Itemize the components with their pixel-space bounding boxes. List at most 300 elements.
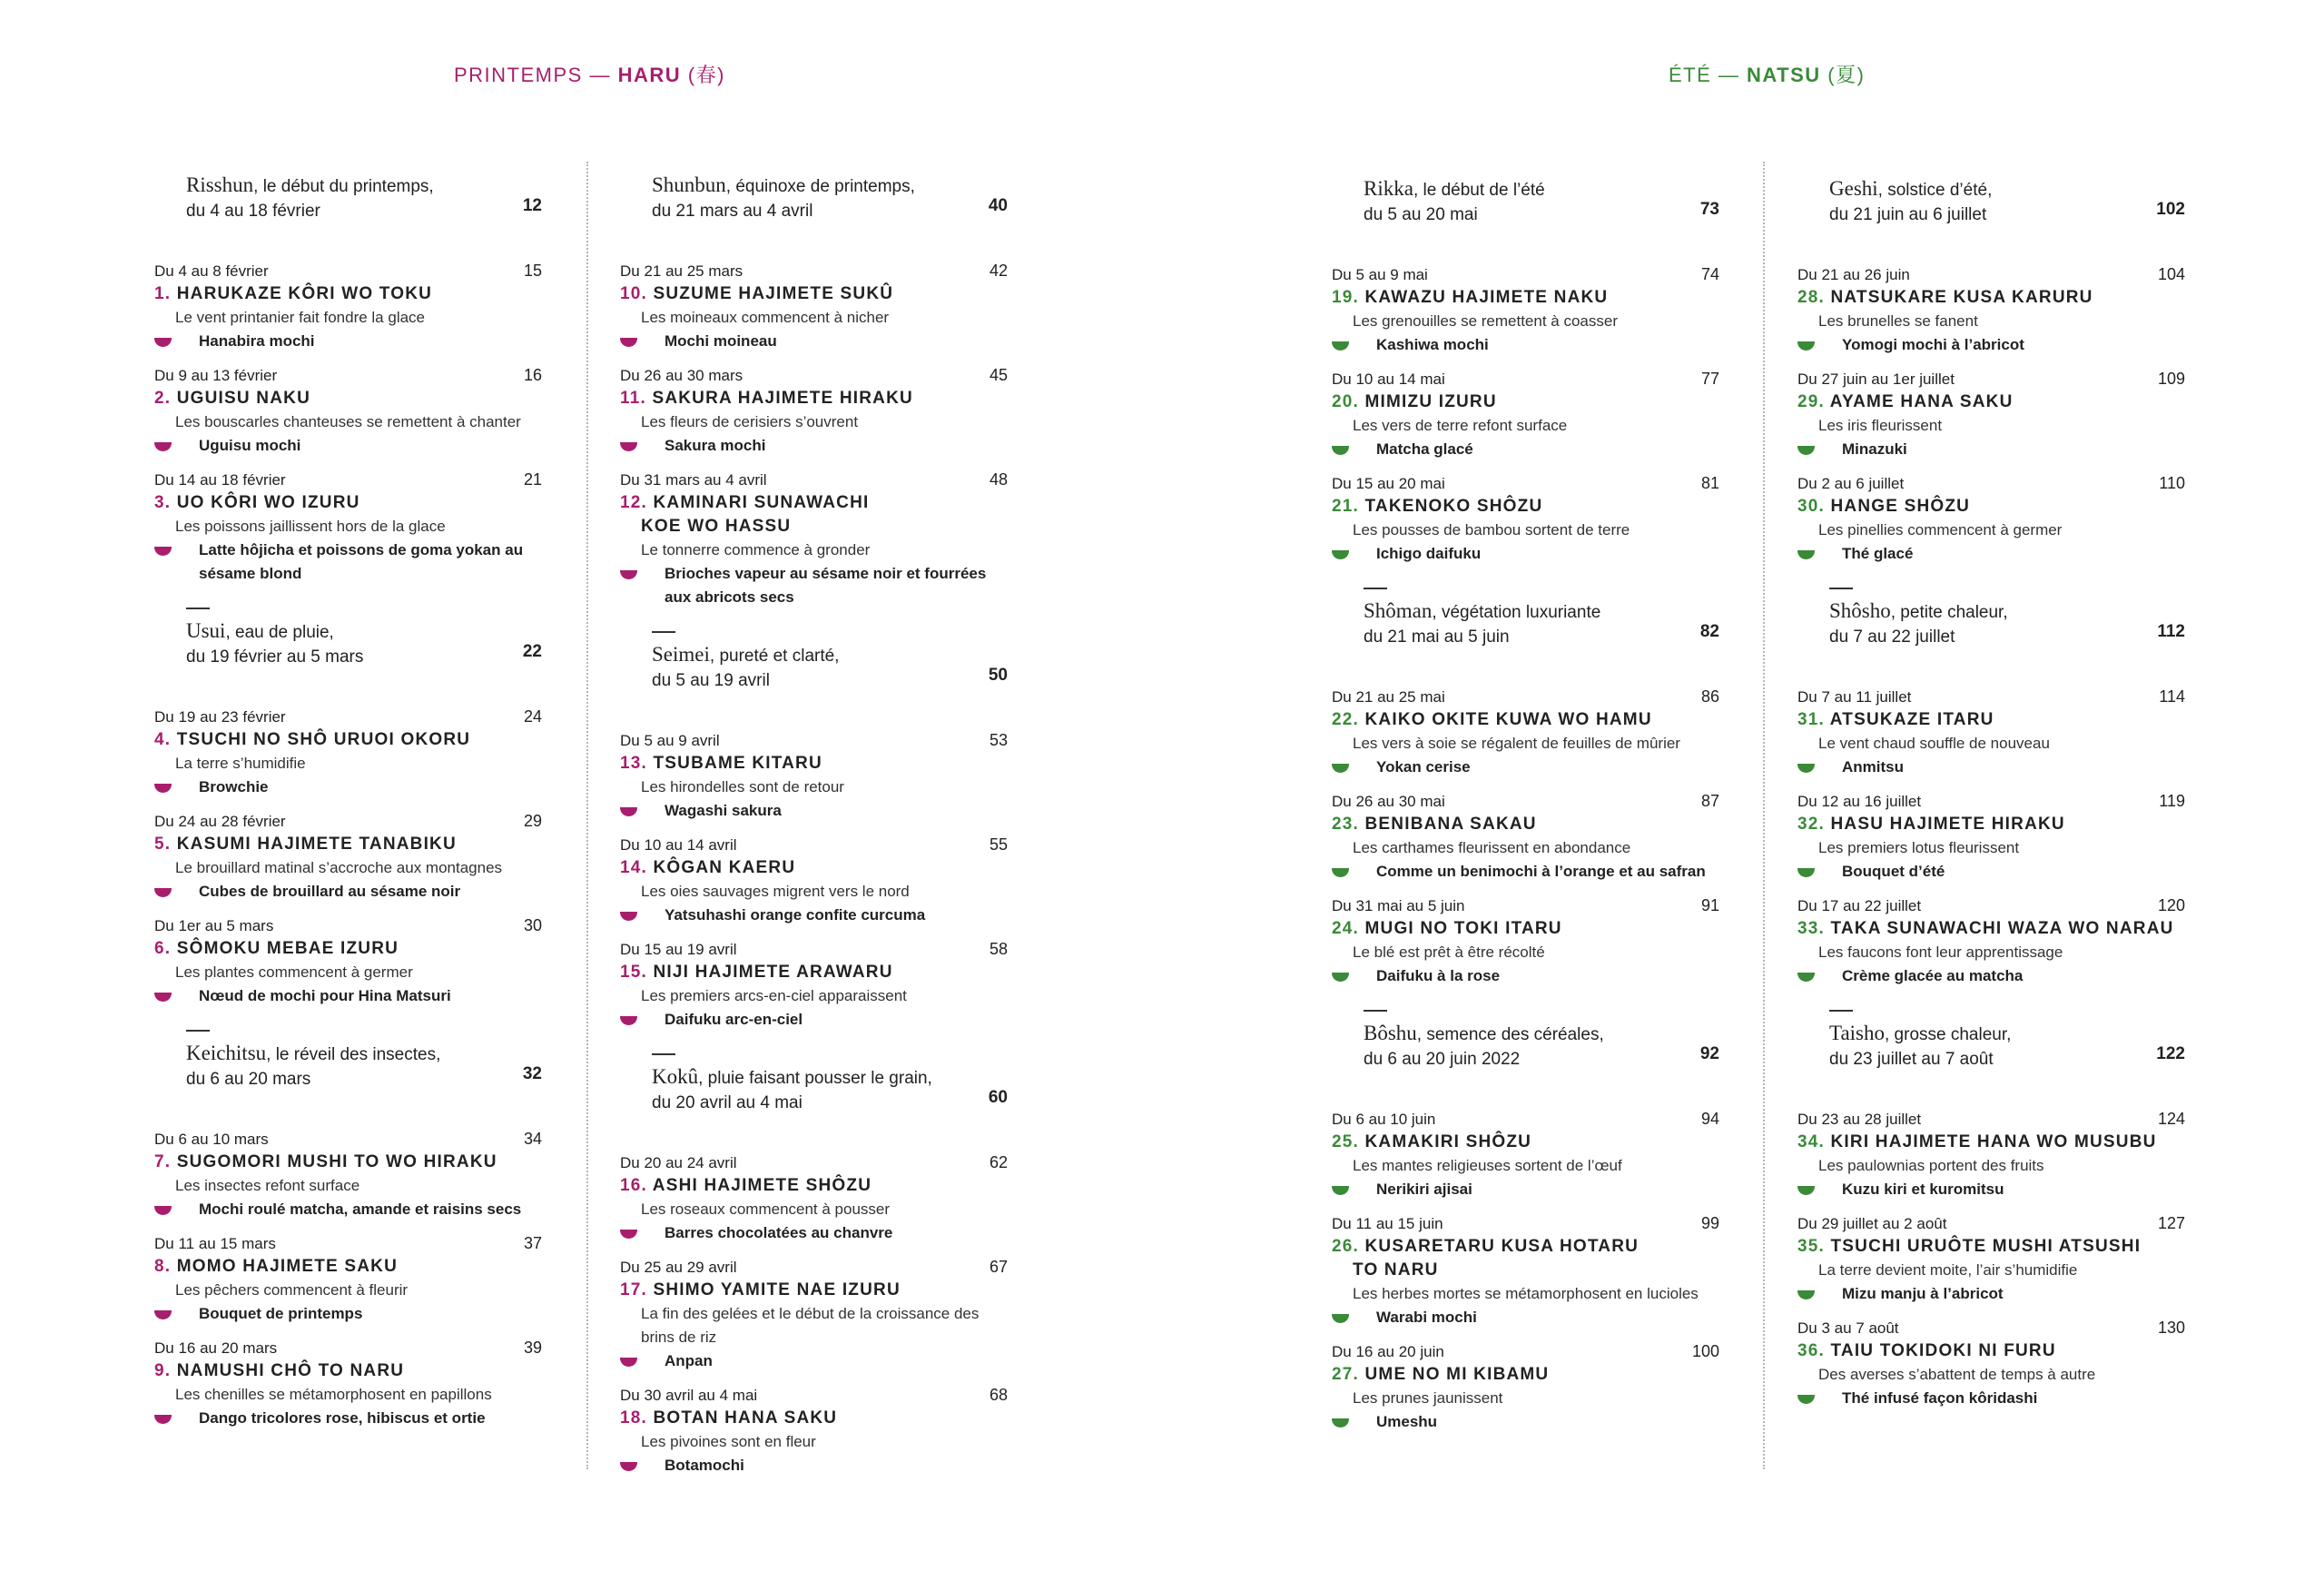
- bowl-icon: [620, 807, 637, 816]
- season-section: [620, 162, 1015, 223]
- bowl-icon: [620, 442, 637, 451]
- bowl-icon: [1332, 764, 1349, 773]
- left-header-prefix: PRINTEMPS —: [454, 64, 618, 86]
- entry-page-number: 99: [1700, 1214, 1719, 1232]
- toc-entry: [1332, 1212, 1727, 1329]
- entry-dates: Du 27 juin au 1er juillet: [1797, 371, 1955, 388]
- entry-translation: Le vent chaud souffle de nouveau: [1818, 735, 2050, 752]
- section-name: Geshi: [1829, 177, 1878, 200]
- entry-number: 20.: [1332, 392, 1360, 411]
- entry-title: [1332, 1235, 1727, 1282]
- entry-translation: Les herbes mortes se métamorphosent en lucioles: [1353, 1285, 1699, 1302]
- entry-title-text: BENIBANA SAKAU: [1364, 815, 1537, 834]
- entry-page-number: 87: [1700, 792, 1719, 810]
- entry-recipe: [1332, 1410, 1727, 1434]
- season-section: [1797, 165, 2192, 227]
- entry-title: [1332, 495, 1727, 519]
- section-page-number: 102: [2156, 200, 2185, 219]
- entry-page-number: 62: [989, 1153, 1008, 1171]
- entry-number: 35.: [1797, 1237, 1826, 1256]
- entry-translation: Les poissons jaillissent hors de la glace: [175, 518, 446, 535]
- section-name: Keichitsu: [186, 1042, 267, 1064]
- bowl-icon: [1797, 764, 1815, 773]
- entry-title: [154, 1151, 549, 1174]
- entry-dates: Du 5 au 9 mai: [1332, 266, 1428, 283]
- entry-dates: Du 26 au 30 mars: [620, 367, 743, 384]
- toc-entry: [1332, 472, 1727, 566]
- entry-translation: Les oies sauvages migrent vers le nord: [641, 883, 910, 900]
- toc-entry: [154, 810, 549, 904]
- entry-number: 4.: [154, 730, 172, 749]
- bowl-icon: [1797, 1395, 1815, 1404]
- section-heading: [1829, 1021, 2192, 1048]
- entry-number: 18.: [620, 1408, 648, 1428]
- entry-translation: Les insectes refont surface: [175, 1177, 360, 1194]
- right-season-header: [1669, 60, 1865, 88]
- entry-title: [1332, 708, 1727, 732]
- right-header-prefix: ÉTÉ —: [1669, 64, 1748, 86]
- entry-title: [620, 282, 1015, 306]
- recipe-name: Latte hôjicha et poissons de goma yokan au sésame blond: [199, 541, 524, 582]
- entry-title-text: ASHI HAJIMETE SHÔZU: [652, 1176, 872, 1195]
- section-name: Shunbun: [652, 173, 726, 196]
- section-dash: [186, 1030, 210, 1032]
- entry-dates: Du 31 mars au 4 avril: [620, 471, 767, 489]
- entry-page-number: 119: [2159, 792, 2185, 810]
- entry-title: [1332, 286, 1727, 310]
- bowl-icon: [620, 1016, 637, 1025]
- section-dates: du 21 mai au 5 juin: [1364, 627, 1510, 647]
- entry-recipe: [1332, 542, 1727, 566]
- bowl-icon: [620, 912, 637, 921]
- entry-number: 17.: [620, 1280, 648, 1299]
- entry-title-text: MOMO HAJIMETE SAKU: [176, 1257, 399, 1276]
- entry-translation: Les fleurs de cerisiers s’ouvrent: [641, 413, 859, 430]
- toc-entry: [1332, 894, 1727, 988]
- section-description: , pureté et clarté,: [709, 647, 840, 666]
- entry-recipe: [620, 562, 1015, 609]
- recipe-name: Hanabira mochi: [199, 332, 315, 350]
- entry-dates: Du 3 au 7 août: [1797, 1319, 1899, 1337]
- entry-translation: Le vent printanier fait fondre la glace: [175, 309, 426, 326]
- entry-title-text: KAMAKIRI SHÔZU: [1364, 1132, 1532, 1151]
- toc-entry: [154, 260, 549, 353]
- entry-title-text: HASU HAJIMETE HIRAKU: [1830, 815, 2065, 834]
- toc-entry: [154, 1337, 549, 1430]
- entry-number: 28.: [1797, 288, 1826, 307]
- entry-dates: Du 11 au 15 juin: [1332, 1215, 1443, 1232]
- section-heading: [1364, 176, 1727, 203]
- entry-recipe: [1332, 860, 1727, 884]
- entry-translation: Les moineaux commencent à nicher: [641, 309, 890, 326]
- entry-number: 19.: [1332, 288, 1360, 307]
- entry-translation: Le blé est prêt à être récolté: [1353, 944, 1545, 961]
- entry-number: 8.: [154, 1257, 172, 1276]
- entry-recipe: [620, 904, 1015, 927]
- right-header-kanji: (夏): [1820, 64, 1866, 86]
- entry-translation: Les premiers lotus fleurissent: [1818, 839, 2020, 856]
- left-header-season: HARU: [617, 64, 682, 86]
- entry-dates: Du 31 mai au 5 juin: [1332, 897, 1465, 914]
- recipe-name: Ichigo daifuku: [1376, 545, 1482, 562]
- entry-title-text: KIRI HAJIMETE HANA WO MUSUBU: [1830, 1132, 2157, 1151]
- bowl-icon: [1797, 550, 1815, 559]
- section-dates: du 21 mars au 4 avril: [652, 202, 813, 221]
- entry-dates: Du 16 au 20 juin: [1332, 1343, 1444, 1360]
- recipe-name: Bouquet d’été: [1842, 863, 1945, 880]
- entry-title-text: KAWAZU HAJIMETE NAKU: [1364, 288, 1609, 307]
- toc-entry: [1797, 472, 2192, 566]
- entry-dates: Du 5 au 9 avril: [620, 732, 720, 749]
- section-dates: du 7 au 22 juillet: [1829, 627, 1955, 647]
- entry-page-number: 55: [989, 835, 1008, 854]
- entry-title: [1797, 495, 2192, 519]
- entry-title: [1797, 917, 2192, 941]
- toc-entry: [1797, 368, 2192, 461]
- bowl-icon: [1332, 973, 1349, 982]
- entry-number: 16.: [620, 1176, 648, 1195]
- section-dash: [186, 608, 210, 609]
- entry-translation: Les grenouilles se remettent à coasser: [1353, 312, 1618, 330]
- section-dates: du 19 février au 5 mars: [186, 647, 364, 667]
- toc-entry: [620, 1151, 1015, 1245]
- section-heading: [186, 173, 549, 200]
- entry-dates: Du 16 au 20 mars: [154, 1339, 278, 1357]
- section-heading: [1829, 176, 2192, 203]
- entry-title: [154, 1255, 549, 1279]
- toc-entry: [1797, 1317, 2192, 1410]
- section-name: Kokû: [652, 1065, 699, 1088]
- entry-translation: Les iris fleurissent: [1818, 417, 1943, 434]
- recipe-name: Bouquet de printemps: [199, 1305, 363, 1322]
- season-section: [1797, 999, 2192, 1072]
- entry-page-number: 114: [2159, 687, 2185, 706]
- entry-title-text: KÔGAN KAERU: [653, 858, 796, 877]
- entry-dates: Du 9 au 13 février: [154, 367, 278, 384]
- entry-title: [620, 961, 1015, 984]
- recipe-name: Dango tricolores rose, hibiscus et ortie: [199, 1409, 486, 1427]
- section-dates: du 23 juillet au 7 août: [1829, 1050, 1994, 1069]
- recipe-name: Thé infusé façon kôridashi: [1842, 1389, 2038, 1407]
- entry-translation: Les pousses de bambou sortent de terre: [1353, 521, 1630, 538]
- section-description: , équinoxe de printemps,: [725, 177, 915, 196]
- bowl-icon: [620, 1230, 637, 1239]
- entry-recipe: [1332, 1306, 1727, 1329]
- entry-translation: Les brunelles se fanent: [1818, 312, 1978, 330]
- toc-entry: [1332, 368, 1727, 461]
- recipe-name: Yomogi mochi à l’abricot: [1842, 336, 2024, 353]
- season-section: [154, 597, 549, 669]
- entry-recipe: [620, 1349, 1015, 1373]
- bowl-icon: [154, 784, 172, 793]
- entry-translation: Les plantes commencent à germer: [175, 963, 413, 981]
- bowl-icon: [154, 442, 172, 451]
- entry-title: [1332, 390, 1727, 414]
- entry-number: 27.: [1332, 1365, 1360, 1384]
- entry-number: 15.: [620, 963, 648, 982]
- entry-recipe: [154, 984, 549, 1008]
- entry-page-number: 45: [989, 366, 1008, 384]
- entry-recipe: [154, 434, 549, 458]
- bowl-icon: [154, 1206, 172, 1215]
- entry-recipe: [1797, 1387, 2192, 1410]
- toc-entry: [620, 469, 1015, 609]
- bowl-icon: [1797, 341, 1815, 351]
- entry-title-text: KASUMI HAJIMETE TANABIKU: [176, 835, 457, 854]
- entry-number: 7.: [154, 1152, 172, 1171]
- section-dates: du 20 avril au 4 mai: [652, 1093, 803, 1112]
- entry-page-number: 110: [2159, 474, 2185, 492]
- bowl-icon: [1797, 446, 1815, 455]
- entry-title-continued: KOE WO HASSU: [641, 517, 792, 536]
- entry-translation: Les pêchers commencent à fleurir: [175, 1281, 409, 1299]
- season-section: [154, 1019, 549, 1092]
- entry-recipe: [1797, 1282, 2192, 1306]
- toc-entry: [1332, 1108, 1727, 1201]
- entry-translation: Les chenilles se métamorphosent en papillons: [175, 1386, 492, 1403]
- left-season-header: [454, 60, 725, 88]
- entry-title-text: ATSUKAZE ITARU: [1829, 710, 1994, 729]
- entry-number: 9.: [154, 1361, 172, 1380]
- toc-entry: [1797, 790, 2192, 884]
- entry-number: 21.: [1332, 497, 1360, 516]
- toc-column-4: [1797, 165, 2192, 1421]
- entry-title: [620, 387, 1015, 410]
- section-description: , le début du printemps,: [253, 177, 434, 196]
- entry-title-text: TSUCHI URUÔTE MUSHI ATSUSHI: [1830, 1237, 2142, 1256]
- entry-dates: Du 29 juillet au 2 août: [1797, 1215, 1947, 1232]
- entry-dates: Du 15 au 19 avril: [620, 941, 737, 958]
- entry-number: 30.: [1797, 497, 1826, 516]
- section-description: , eau de pluie,: [225, 623, 334, 642]
- entry-dates: Du 21 au 26 juin: [1797, 266, 1910, 283]
- season-section: [620, 620, 1015, 693]
- entry-title-text: SUZUME HAJIMETE SUKÛ: [653, 284, 894, 303]
- entry-title: [620, 1407, 1015, 1430]
- entry-title-text: AYAME HANA SAKU: [1829, 392, 2014, 411]
- entry-recipe: [620, 1008, 1015, 1032]
- entry-dates: Du 11 au 15 mars: [154, 1235, 276, 1252]
- entry-title: [1332, 1363, 1727, 1387]
- entry-dates: Du 30 avril au 4 mai: [620, 1387, 758, 1404]
- toc-entry: [620, 1384, 1015, 1477]
- section-page-number: 112: [2157, 622, 2185, 641]
- entry-translation: Le brouillard matinal s’accroche aux montagnes: [175, 859, 503, 876]
- entry-title-text: KAIKO OKITE KUWA WO HAMU: [1364, 710, 1652, 729]
- section-dates: du 6 au 20 juin 2022: [1364, 1050, 1521, 1069]
- entry-translation: Les hirondelles sont de retour: [641, 778, 844, 795]
- entry-title: [1797, 1131, 2192, 1154]
- entry-page-number: 91: [1700, 896, 1719, 914]
- entry-title: [620, 752, 1015, 776]
- recipe-name: Mizu manju à l’abricot: [1842, 1285, 2004, 1302]
- entry-number: 3.: [154, 493, 172, 512]
- entry-recipe: [620, 434, 1015, 458]
- entry-title-text: NATSUKARE KUSA KARURU: [1830, 288, 2093, 307]
- section-dates: du 21 juin au 6 juillet: [1829, 205, 1987, 224]
- bowl-icon: [620, 338, 637, 347]
- entry-number: 12.: [620, 493, 648, 512]
- entry-title: [1332, 1131, 1727, 1154]
- entry-translation: Les pivoines sont en fleur: [641, 1433, 816, 1450]
- toc-entry: [1797, 686, 2192, 779]
- entry-page-number: 30: [523, 916, 542, 934]
- entry-recipe: [154, 330, 549, 353]
- entry-page-number: 86: [1700, 687, 1719, 706]
- bowl-icon: [1332, 1186, 1349, 1195]
- toc-entry: [1332, 1340, 1727, 1434]
- section-name: Usui: [186, 619, 226, 642]
- entry-recipe: [1797, 542, 2192, 566]
- section-dash: [652, 631, 675, 633]
- entry-dates: Du 1er au 5 mars: [154, 917, 274, 934]
- entry-page-number: 34: [523, 1130, 542, 1148]
- entry-dates: Du 17 au 22 juillet: [1797, 897, 1922, 914]
- entry-translation: Les prunes jaunissent: [1353, 1389, 1503, 1407]
- entry-title-text: KUSARETARU KUSA HOTARU: [1364, 1237, 1640, 1256]
- section-description: , végétation luxuriante: [1432, 603, 1601, 622]
- recipe-name: Barres chocolatées au chanvre: [665, 1224, 893, 1241]
- section-page-number: 73: [1699, 200, 1719, 219]
- section-page-number: 12: [522, 196, 542, 215]
- entry-number: 34.: [1797, 1132, 1826, 1151]
- section-dash: [1829, 1010, 1853, 1012]
- toc-entry: [154, 1232, 549, 1326]
- entry-page-number: 104: [2157, 265, 2185, 283]
- entry-translation: Les bouscarles chanteuses se remettent à chanter: [175, 413, 521, 430]
- entry-title: [1332, 813, 1727, 836]
- toc-column-3: [1332, 165, 1727, 1445]
- section-description: , semence des céréales,: [1416, 1025, 1604, 1044]
- bowl-icon: [154, 1310, 172, 1319]
- recipe-name: Sakura mochi: [665, 437, 766, 454]
- entry-page-number: 109: [2157, 370, 2185, 388]
- toc-entry: [620, 729, 1015, 823]
- entry-dates: Du 10 au 14 mai: [1332, 371, 1445, 388]
- entry-title-text: TAKENOKO SHÔZU: [1364, 497, 1543, 516]
- section-heading: [652, 1064, 1015, 1092]
- toc-entry: [620, 938, 1015, 1032]
- entry-number: 23.: [1332, 815, 1360, 834]
- entry-translation: Les faucons font leur apprentissage: [1818, 944, 2063, 961]
- entry-title: [1797, 1235, 2192, 1259]
- recipe-name: Cubes de brouillard au sésame noir: [199, 883, 461, 900]
- recipe-name: Yokan cerise: [1376, 758, 1471, 776]
- entry-title: [1797, 1339, 2192, 1363]
- entry-recipe: [1332, 1178, 1727, 1201]
- bowl-icon: [1797, 973, 1815, 982]
- section-description: , grosse chaleur,: [1885, 1025, 2012, 1044]
- entry-number: 36.: [1797, 1341, 1826, 1360]
- entry-title: [1797, 286, 2192, 310]
- entry-dates: Du 7 au 11 juillet: [1797, 688, 1912, 706]
- entry-recipe: [154, 1302, 549, 1326]
- entry-page-number: 24: [523, 707, 542, 726]
- toc-entry: [154, 1128, 549, 1221]
- section-name: Rikka: [1364, 177, 1413, 200]
- section-name: Bôshu: [1364, 1022, 1417, 1044]
- toc-column-2: [620, 162, 1015, 1488]
- entry-page-number: 124: [2157, 1110, 2185, 1128]
- entry-title-text: HANGE SHÔZU: [1830, 497, 1971, 516]
- entry-title-text: TAKA SUNAWACHI WAZA WO NARAU: [1830, 919, 2174, 938]
- entry-page-number: 74: [1700, 265, 1719, 283]
- toc-entry: [154, 706, 549, 799]
- entry-page-number: 29: [523, 812, 542, 830]
- entry-number: 2.: [154, 389, 172, 408]
- recipe-name: Anpan: [665, 1352, 713, 1369]
- entry-dates: Du 25 au 29 avril: [620, 1259, 737, 1276]
- entry-translation: Les roseaux commencent à pousser: [641, 1200, 891, 1218]
- entry-title-text: SHIMO YAMITE NAE IZURU: [653, 1280, 901, 1299]
- entry-title-text: BOTAN HANA SAKU: [653, 1408, 838, 1428]
- entry-recipe: [620, 1454, 1015, 1477]
- season-section: [1332, 165, 1727, 227]
- entry-page-number: 37: [523, 1234, 542, 1252]
- section-dates: du 4 au 18 février: [186, 202, 320, 221]
- entry-number: 29.: [1797, 392, 1826, 411]
- entry-title: [620, 1174, 1015, 1198]
- section-page-number: 82: [1699, 622, 1719, 641]
- entry-number: 14.: [620, 858, 648, 877]
- entry-title-text: SAKURA HAJIMETE HIRAKU: [652, 389, 913, 408]
- entry-recipe: [1797, 438, 2192, 461]
- entry-translation: La terre devient moite, l’air s’humidifie: [1818, 1261, 2078, 1279]
- entry-page-number: 100: [1691, 1342, 1719, 1360]
- entry-dates: Du 21 au 25 mars: [620, 262, 743, 280]
- section-heading: [1364, 1021, 1727, 1048]
- section-page-number: 60: [988, 1088, 1008, 1107]
- section-page-number: 50: [988, 666, 1008, 685]
- entry-dates: Du 6 au 10 mars: [154, 1131, 269, 1148]
- recipe-name: Kashiwa mochi: [1376, 336, 1489, 353]
- entry-translation: Des averses s’abattent de temps à autre: [1818, 1366, 2096, 1383]
- entry-recipe: [1332, 964, 1727, 988]
- entry-title: [620, 491, 1015, 538]
- entry-title: [1797, 813, 2192, 836]
- entry-dates: Du 12 au 16 juillet: [1797, 793, 1922, 810]
- entry-recipe: [620, 799, 1015, 823]
- entry-title: [154, 833, 549, 856]
- entry-title: [154, 728, 549, 752]
- entry-number: 6.: [154, 939, 172, 958]
- bowl-icon: [1797, 868, 1815, 877]
- toc-entry: [1797, 894, 2192, 988]
- section-name: Taisho: [1829, 1022, 1885, 1044]
- entry-translation: Le tonnerre commence à gronder: [641, 541, 871, 558]
- entry-translation: Les premiers arcs-en-ciel apparaissent: [641, 987, 907, 1004]
- recipe-name: Brioches vapeur au sésame noir et fourrées aux abricots secs: [665, 565, 987, 606]
- entry-recipe: [1332, 438, 1727, 461]
- recipe-name: Daifuku à la rose: [1376, 967, 1501, 984]
- recipe-name: Matcha glacé: [1376, 440, 1473, 458]
- entry-recipe: [154, 880, 549, 904]
- entry-page-number: 81: [1700, 474, 1719, 492]
- entry-title-text: HARUKAZE KÔRI WO TOKU: [176, 284, 433, 303]
- toc-entry: [1797, 263, 2192, 357]
- entry-translation: Les carthames fleurissent en abondance: [1353, 839, 1631, 856]
- entry-page-number: 77: [1700, 370, 1719, 388]
- recipe-name: Yatsuhashi orange confite curcuma: [665, 906, 926, 924]
- recipe-name: Minazuki: [1842, 440, 1907, 458]
- bowl-icon: [1797, 1290, 1815, 1299]
- bowl-icon: [620, 570, 637, 579]
- entry-number: 1.: [154, 284, 172, 303]
- entry-number: 25.: [1332, 1132, 1360, 1151]
- bowl-icon: [1332, 550, 1349, 559]
- entry-translation: Les mantes religieuses sortent de l’œuf: [1353, 1157, 1622, 1174]
- section-name: Shôman: [1364, 599, 1433, 622]
